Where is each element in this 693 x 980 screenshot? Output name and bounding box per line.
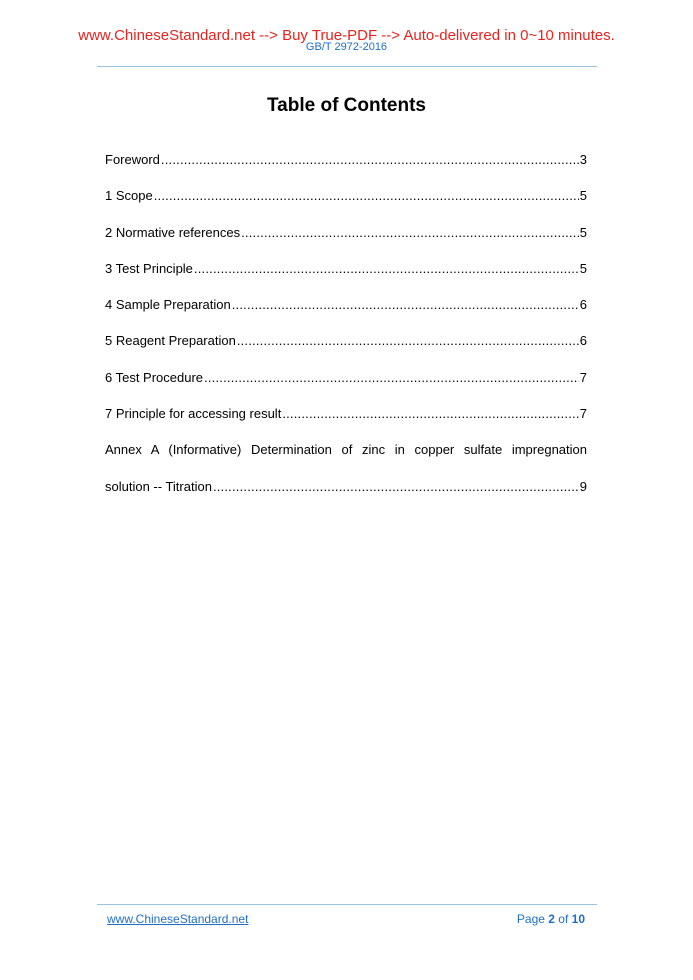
dot-leader xyxy=(213,478,579,496)
toc-entry-label: 7 Principle for accessing result xyxy=(105,406,282,422)
page-total: 10 xyxy=(571,912,585,926)
table-of-contents xyxy=(105,151,587,514)
dot-leader xyxy=(237,332,579,350)
page-indicator xyxy=(517,912,585,927)
toc-entry-label: 6 Test Procedure xyxy=(105,369,204,385)
toc-entry-page: 5 xyxy=(579,260,587,276)
dot-leader xyxy=(194,260,579,278)
dot-leader xyxy=(232,296,579,314)
toc-entry-page: 7 xyxy=(579,369,587,385)
toc-entry-annex-a-line1[interactable]: Annex A (Informative) Determination of zinc in copper sulfate impregnation xyxy=(105,442,587,458)
toc-entry-page: 5 xyxy=(579,224,587,240)
header-divider xyxy=(97,66,597,67)
toc-entry-label: 4 Sample Preparation xyxy=(105,297,231,313)
footer-divider xyxy=(97,904,597,905)
page-current: 2 xyxy=(548,912,555,926)
page-title: Table of Contents xyxy=(266,95,427,116)
page-prefix: Page xyxy=(516,912,549,926)
toc-entry-page: 6 xyxy=(579,333,587,349)
toc-entry-label: solution -- Titration xyxy=(105,478,212,494)
dot-leader xyxy=(282,405,578,423)
toc-entry-foreword[interactable] xyxy=(105,151,587,187)
toc-entry-reagent-preparation[interactable] xyxy=(105,332,587,368)
dot-leader xyxy=(204,369,579,387)
toc-entry-page: 9 xyxy=(579,478,587,494)
dot-leader xyxy=(154,187,579,205)
toc-entry-label: 3 Test Principle xyxy=(105,260,193,276)
toc-entry-test-principle[interactable] xyxy=(105,260,587,296)
toc-entry-test-procedure[interactable] xyxy=(105,369,587,405)
toc-entry-annex-a[interactable] xyxy=(105,478,587,514)
toc-entry-page: 6 xyxy=(579,297,587,313)
toc-entry-label: Foreword xyxy=(105,152,160,167)
document-id: GB/T 2972-2016 xyxy=(305,41,388,53)
toc-entry-label: 1 Scope xyxy=(105,188,153,204)
toc-entry-page: 7 xyxy=(579,406,587,422)
toc-entry-normative-references[interactable] xyxy=(105,224,587,260)
footer-website-link[interactable]: www.ChineseStandard.net xyxy=(107,912,249,926)
toc-entry-principle-for-result[interactable] xyxy=(105,405,587,441)
toc-entry-page: 3 xyxy=(579,152,587,167)
toc-entry-page: 5 xyxy=(579,188,587,204)
toc-entry-sample-preparation[interactable] xyxy=(105,296,587,332)
toc-entry-scope[interactable] xyxy=(105,187,587,223)
dot-leader xyxy=(241,224,579,242)
toc-entry-label: 2 Normative references xyxy=(105,224,241,240)
toc-entry-label: 5 Reagent Preparation xyxy=(105,333,236,349)
dot-leader xyxy=(161,151,579,169)
page-of: of xyxy=(554,912,572,926)
promo-banner: www.ChineseStandard.net --> Buy True-PDF --> Auto-delivered in 0~10 minutes. xyxy=(78,27,615,44)
